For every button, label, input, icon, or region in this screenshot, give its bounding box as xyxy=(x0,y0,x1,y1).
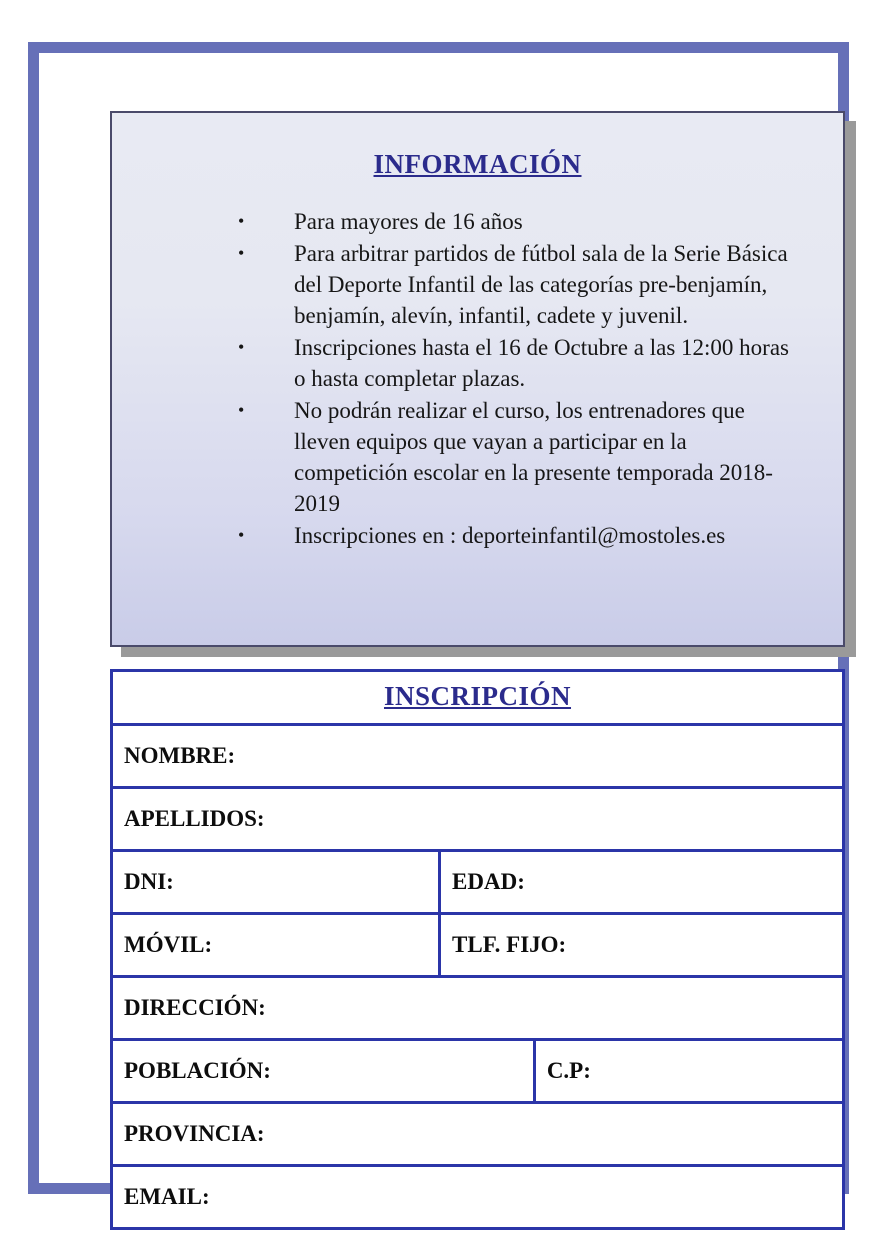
table-row xyxy=(113,852,842,915)
bullet-icon: • xyxy=(238,243,245,263)
list-item xyxy=(112,520,843,551)
list-item xyxy=(112,332,843,394)
table-row xyxy=(113,789,842,852)
field-label-dni[interactable]: DNI: xyxy=(113,852,441,912)
field-label-movil[interactable]: MÓVIL: xyxy=(113,915,441,975)
bullet-icon: • xyxy=(238,525,245,545)
information-title: INFORMACIÓN xyxy=(373,149,582,179)
table-row xyxy=(113,726,842,789)
table-row xyxy=(113,1167,842,1227)
field-label-tlf-fijo[interactable]: TLF. FIJO: xyxy=(452,932,567,957)
field-label-email[interactable]: EMAIL: xyxy=(124,1184,210,1209)
field-label-cp[interactable]: C.P: xyxy=(546,1058,591,1083)
field-label-nombre[interactable]: NOMBRE: xyxy=(124,743,236,768)
table-row xyxy=(113,915,842,978)
table-row xyxy=(113,1041,842,1104)
information-box xyxy=(110,111,845,647)
list-item xyxy=(112,206,843,237)
list-item-text: Para mayores de 16 años xyxy=(294,209,523,234)
table-row xyxy=(113,1104,842,1167)
field-label-provincia[interactable]: PROVINCIA: xyxy=(124,1121,265,1146)
list-item xyxy=(112,395,843,519)
bullet-icon: • xyxy=(238,400,245,420)
bullet-icon: • xyxy=(238,211,245,231)
bullet-icon: • xyxy=(238,337,245,357)
list-item-text: No podrán realizar el curso, los entrenadores que lleven equipos que vayan a participar en la competición escolar en la presente temporada 2018-2019 xyxy=(294,398,773,516)
list-item-text: Inscripciones en : deporteinfantil@mostoles.es xyxy=(294,523,726,548)
field-label-apellidos[interactable]: APELLIDOS: xyxy=(124,806,265,831)
list-item-text: Para arbitrar partidos de fútbol sala de la Serie Básica del Deporte Infantil de las categorías pre-benjamín, benjamín, alevín, infantil, cadete y juvenil. xyxy=(294,241,788,328)
information-list xyxy=(112,206,843,551)
inscription-form-table xyxy=(110,669,845,1230)
list-item xyxy=(112,238,843,331)
inscription-title: INSCRIPCIÓN xyxy=(113,672,842,726)
table-row xyxy=(113,978,842,1041)
field-label-poblacion[interactable]: POBLACIÓN: xyxy=(113,1041,536,1101)
field-label-direccion[interactable]: DIRECCIÓN: xyxy=(124,995,266,1020)
list-item-text: Inscripciones hasta el 16 de Octubre a las 12:00 horas o hasta completar plazas. xyxy=(294,335,789,391)
field-label-edad[interactable]: EDAD: xyxy=(452,869,525,894)
page-border-frame xyxy=(28,42,849,1209)
